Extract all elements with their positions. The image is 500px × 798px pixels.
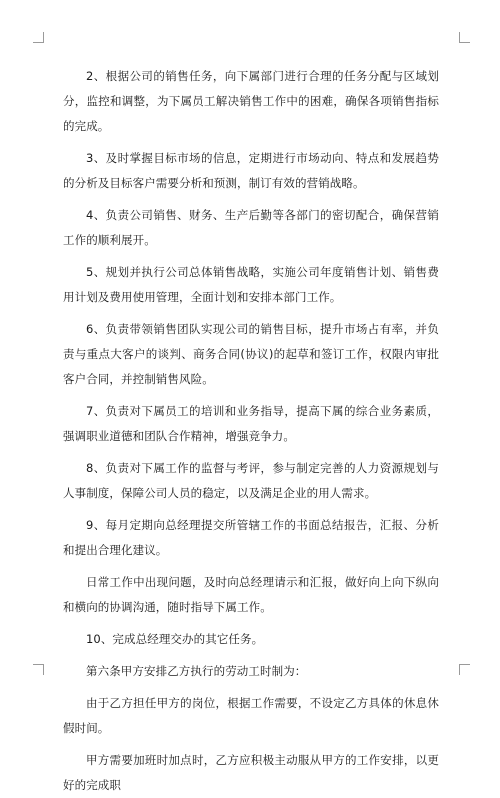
- crop-mark-bottom-right: [459, 664, 470, 675]
- paragraph-item-6: 6、负责带领销售团队实现公司的销售目标，提升市场占有率，并负责与重点大客户的谈判、商务合同(协议)的起草和签订工作，权限内审批客户合同，并控制销售风险。: [63, 322, 439, 386]
- crop-mark-top-left: [33, 32, 44, 43]
- paragraph-item-10: 10、完成总经理交办的其它任务。: [86, 632, 264, 646]
- paragraph-overtime: 甲方需要加班时加点时，乙方应积极主动服从甲方的工作安排，以更好的完成职: [63, 753, 439, 792]
- paragraph-article-6: 第六条甲方安排乙方执行的劳动工时制为：: [86, 664, 307, 678]
- crop-mark-bottom-left: [33, 664, 44, 675]
- paragraph-item-3: 3、及时掌握目标市场的信息，定期进行市场动向、特点和发展趋势的分析及目标客户需要分析和预测，制订有效的营销战略。: [63, 151, 439, 190]
- paragraph-item-4: 4、负责公司销售、财务、生产后勤等各部门的密切配合，确保营销工作的顺利展开。: [63, 208, 439, 247]
- paragraph-item-7: 7、负责对下属员工的培训和业务指导，提高下属的综合业务素质，强调职业道德和团队合作精神，增强竞争力。: [63, 404, 439, 443]
- paragraph-item-2: 2、根据公司的销售任务，向下属部门进行合理的任务分配与区域划分，监控和调整，为下属员工解决销售工作中的困难，确保各项销售指标的完成。: [63, 69, 439, 133]
- paragraph-daily-issues: 日常工作中出现问题，及时向总经理请示和汇报，做好向上向下纵向和横向的协调沟通，随时指导下属工作。: [63, 575, 439, 614]
- paragraph-item-9: 9、每月定期向总经理提交所管辖工作的书面总结报告，汇报、分析和提出合理化建议。: [63, 518, 439, 557]
- paragraph-rest-time: 由于乙方担任甲方的岗位，根据工作需要，不设定乙方具体的休息休假时间。: [63, 696, 439, 735]
- paragraph-item-5: 5、规划并执行公司总体销售战略，实施公司年度销售计划、销售费用计划及费用使用管理，全面计划和安排本部门工作。: [63, 265, 439, 304]
- paragraph-item-8: 8、负责对下属工作的监督与考评，参与制定完善的人力资源规划与人事制度，保障公司人员的稳定，以及满足企业的用人需求。: [63, 461, 439, 500]
- crop-mark-top-right: [459, 32, 470, 43]
- document-body: [63, 64, 439, 798]
